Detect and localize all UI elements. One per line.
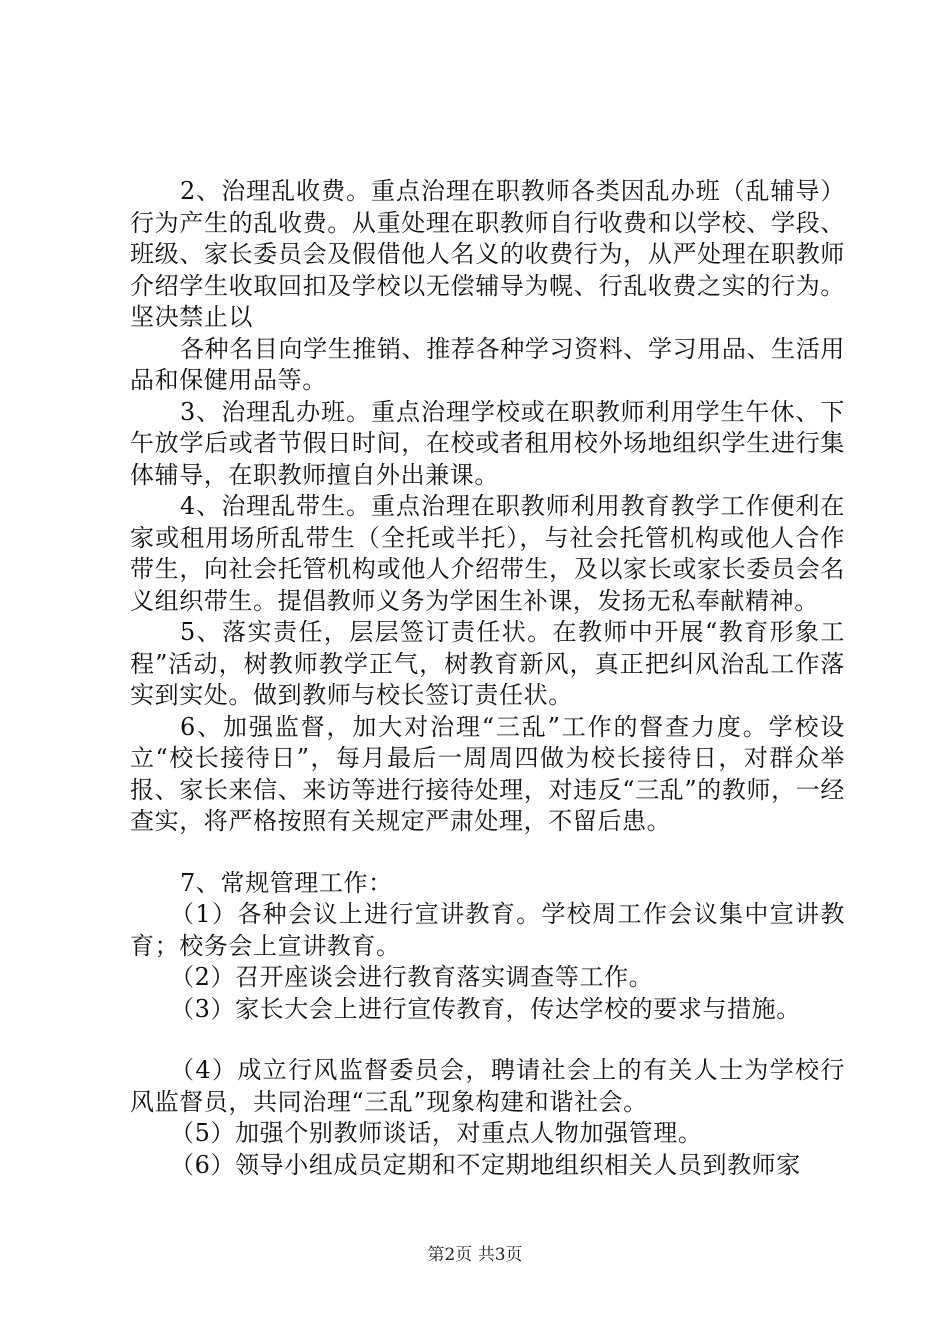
paragraph-spacer — [130, 1025, 845, 1055]
sub-item-3: （3）家长大会上进行宣传教育，传达学校的要求与措施。 — [170, 994, 801, 1023]
paragraph-spacer — [130, 838, 845, 868]
paragraph-item-2: 2、治理乱收费。重点治理在职教师各类因乱办班（乱辅导）行为产生的乱收费。从重处理在职教师自行收费和以学校、学段、班级、家长委员会及假借他人名义的收费行为，从严处理在职教师介绍学生收取回扣及学校以无偿辅导为幌、行乱收费之实的行为。坚决禁止以 — [130, 177, 845, 331]
document-body — [130, 176, 845, 1181]
paragraph-item-4: 4、治理乱带生。重点治理在职教师利用教育教学工作便利在家或租用场所乱带生（全托或半托），与社会托管机构或他人合作带生，向社会托管机构或他人介绍带生，及以家长或家长委员会名义组织带生。提倡教师义务为学困生补课，发扬无私奉献精神。 — [130, 492, 845, 615]
sub-item-2: （2）召开座谈会进行教育落实调查等工作。 — [170, 963, 654, 991]
sub-item-1: （1）各种会议上进行宣讲教育。学校周工作会议集中宣讲教育；校务会上宣讲教育。 — [130, 900, 845, 960]
sub-item-5: （5）加强个别教师谈话，对重点人物加强管理。 — [170, 1119, 703, 1147]
paragraph-item-6: 6、加强监督，加大对治理“三乱”工作的督查力度。学校设立“校长接待日”，每月最后一周周四做为校长接待日，对群众举报、家长来信、来访等进行接待处理，对违反“三乱”的教师，一经查实，将严格按照有关规定严肃处理，不留后患。 — [130, 712, 845, 835]
page-number-footer: 第2页 共3页 — [427, 1245, 523, 1265]
sub-item-6: （6）领导小组成员定期和不定期地组织相关人员到教师家 — [170, 1150, 801, 1179]
paragraph-item-5: 5、落实责任，层层签订责任状。在教师中开展“教育形象工程”活动，树教师教学正气，树教育新风，真正把纠风治乱工作落实到实处。做到教师与校长签订责任状。 — [130, 618, 845, 709]
paragraph-item-2-continued: 各种名目向学生推销、推荐各种学习资料、学习用品、生活用品和保健用品等。 — [130, 334, 845, 394]
paragraph-item-3: 3、治理乱办班。重点治理学校或在职教师利用学生午休、下午放学后或者节假日时间，在校或者租用校外场地组织学生进行集体辅导，在职教师擅自外出兼课。 — [130, 397, 845, 489]
sub-item-4: （4）成立行风监督委员会，聘请社会上的有关人士为学校行风监督员，共同治理“三乱”现象构建和谐社会。 — [130, 1056, 845, 1116]
paragraph-item-7-heading: 7、常规管理工作： — [180, 868, 393, 897]
